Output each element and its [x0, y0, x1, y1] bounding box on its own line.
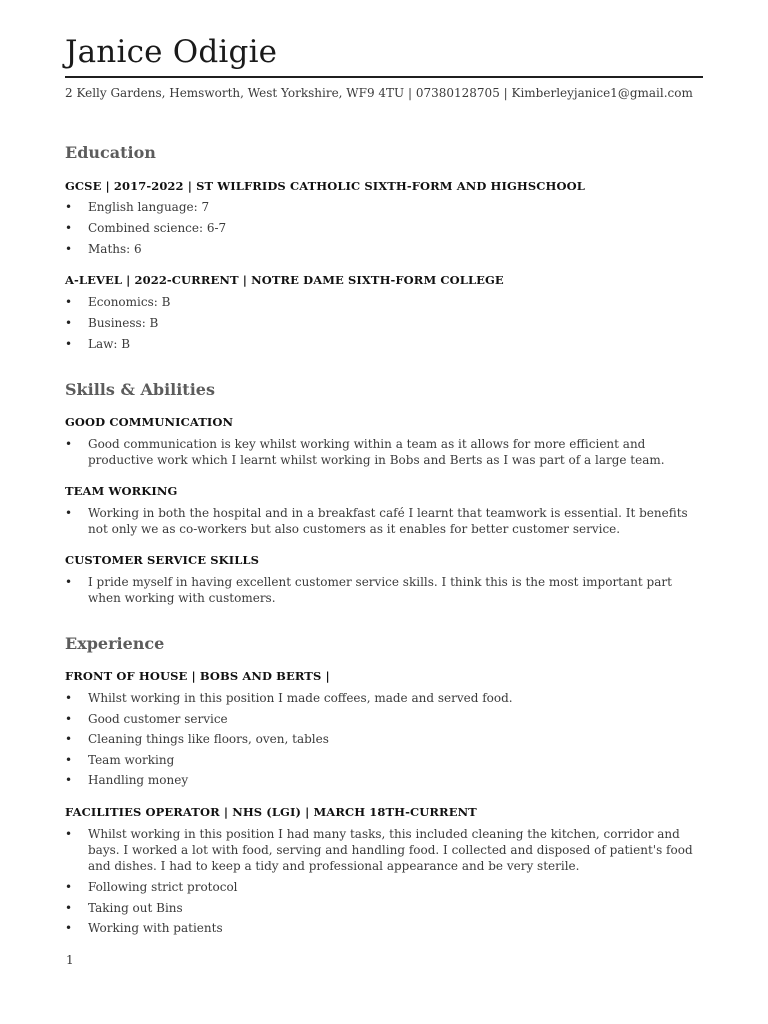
contact-line: 2 Kelly Gardens, Hemsworth, West Yorkshire, WF9 4TU | 07380128705 | Kimberleyjanice1@gmail.com [65, 86, 693, 100]
list-item-text: Business: B [88, 316, 159, 330]
education-entry-list [65, 199, 705, 257]
skill-list [65, 505, 705, 537]
skill-title: CUSTOMER SERVICE SKILLS [65, 553, 260, 567]
education-entry-title: GCSE | 2017-2022 | ST WILFRIDS CATHOLIC SIXTH-FORM AND HIGHSCHOOL [65, 179, 585, 193]
education-entry-title: A-LEVEL | 2022-CURRENT | NOTRE DAME SIXTH-FORM COLLEGE [65, 273, 504, 287]
list-item [65, 731, 705, 747]
list-item-text: Combined science: 6-7 [88, 221, 227, 235]
list-item-text: English language: 7 [88, 200, 210, 214]
job-duties-list [65, 690, 705, 788]
bullet-icon: • [65, 506, 73, 520]
list-item [65, 315, 705, 331]
bullet-icon: • [65, 337, 73, 351]
bullet-icon: • [65, 900, 73, 915]
bullet-icon: • [65, 200, 73, 214]
bullet-icon: • [65, 711, 73, 726]
education-heading: Education [65, 143, 156, 162]
header-divider [65, 76, 703, 78]
bullet-icon: • [65, 575, 73, 589]
bullet-icon: • [65, 242, 73, 256]
list-item [65, 752, 705, 768]
list-item [65, 294, 705, 310]
list-item [65, 436, 705, 468]
list-item [65, 900, 705, 916]
bullet-icon: • [65, 691, 73, 705]
list-item [65, 711, 705, 727]
job-title: FRONT OF HOUSE | BOBS AND BERTS | [65, 669, 330, 683]
bullet-icon: • [65, 773, 73, 787]
job-title: FACILITIES OPERATOR | NHS (LGI) | MARCH 18TH-CURRENT [65, 805, 477, 819]
page-number: 1 [66, 953, 74, 967]
list-item-text: Following strict protocol [88, 880, 238, 894]
skill-title: GOOD COMMUNICATION [65, 415, 234, 429]
list-item [65, 220, 705, 236]
list-item-text: Working with patients [88, 921, 223, 935]
list-item-text: Whilst working in this position I had many tasks, this included cleaning the kitchen, corridor and bays. I worked a lot with food, serving and handling food. I collected and disposed of patient's food and dishes. I had to keep a tidy and professional appearance and be very sterile. [88, 827, 693, 873]
bullet-icon: • [65, 827, 73, 841]
list-item-text: Maths: 6 [88, 242, 142, 256]
bullet-icon: • [65, 752, 73, 767]
experience-heading: Experience [65, 634, 165, 653]
list-item [65, 879, 705, 895]
education-entry-list [65, 294, 705, 352]
list-item [65, 241, 705, 257]
bullet-icon: • [65, 221, 73, 235]
list-item-text: Good customer service [88, 711, 228, 726]
list-item-text: Good communication is key whilst working within a team as it allows for more efficient and productive work which I learnt whilst working in Bobs and Berts as I was part of a large team. [88, 437, 665, 467]
list-item [65, 336, 705, 352]
bullet-icon: • [65, 732, 73, 746]
list-item [65, 920, 705, 936]
job-duties-list [65, 826, 705, 936]
list-item [65, 826, 705, 874]
list-item-text: Handling money [88, 773, 189, 787]
skills-heading: Skills & Abilities [65, 380, 215, 399]
list-item-text: Law: B [88, 337, 131, 351]
list-item-text: I pride myself in having excellent customer service skills. I think this is the most important part when working with customers. [88, 575, 672, 605]
skill-list [65, 436, 705, 468]
list-item-text: Cleaning things like floors, oven, tables [88, 732, 329, 746]
list-item-text: Whilst working in this position I made coffees, made and served food. [88, 691, 513, 705]
list-item [65, 574, 705, 606]
skill-title: TEAM WORKING [65, 484, 178, 498]
list-item [65, 199, 705, 215]
candidate-name: Janice Odigie [65, 34, 278, 70]
bullet-icon: • [65, 880, 73, 894]
bullet-icon: • [65, 316, 73, 330]
bullet-icon: • [65, 437, 73, 451]
list-item [65, 505, 705, 537]
bullet-icon: • [65, 295, 73, 309]
list-item [65, 690, 705, 706]
list-item-text: Working in both the hospital and in a breakfast café I learnt that teamwork is essential. It benefits not only we as co-workers but also customers as it enables for better customer service. [88, 506, 688, 536]
list-item-text: Taking out Bins [88, 900, 183, 915]
list-item [65, 772, 705, 788]
bullet-icon: • [65, 921, 73, 935]
list-item-text: Economics: B [88, 295, 171, 309]
skill-list [65, 574, 705, 606]
list-item-text: Team working [88, 752, 175, 767]
